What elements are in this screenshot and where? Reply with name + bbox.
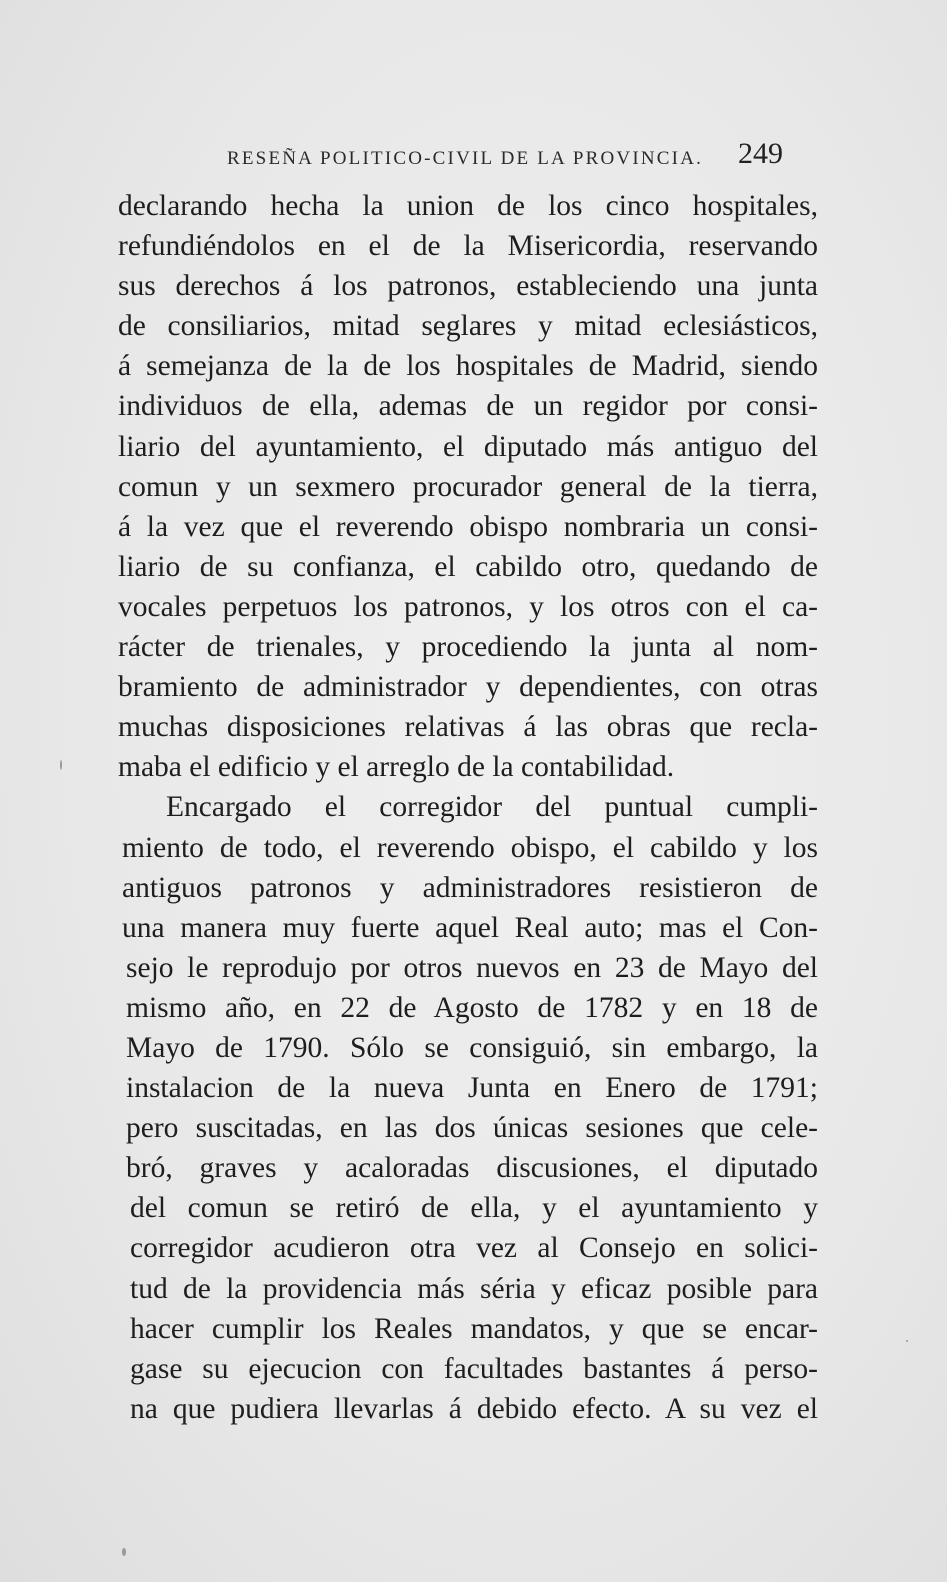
text-line: una manera muy fuerte aquel Real auto; mas el Con- (122, 911, 818, 944)
text-line: gase su ejecucion con facultades bastantes á perso- (130, 1352, 818, 1385)
paragraph-first-line: Encargado el corregidor del puntual cumpli- (166, 791, 818, 824)
text-line: rácter de trienales, y procediendo la junta al nom- (118, 631, 818, 664)
text-line: de consiliarios, mitad seglares y mitad eclesiásticos, (118, 310, 818, 343)
text-line: sus derechos á los patronos, estableciendo una junta (118, 270, 818, 303)
text-line: comun y un sexmero procurador general de la tierra, (118, 470, 818, 503)
text-line: muchas disposiciones relativas á las obras que recla- (118, 711, 818, 744)
text-line: miento de todo, el reverendo obispo, el cabildo y los (122, 831, 818, 864)
text-line: liario de su confianza, el cabildo otro, quedando de (118, 550, 818, 583)
text-line: tud de la providencia más séria y eficaz posible para (130, 1272, 818, 1305)
paper-speck (60, 760, 62, 770)
text-line: corregidor acudieron otra vez al Consejo en solici- (130, 1232, 818, 1265)
text-line: instalacion de la nueva Junta en Enero de 1791; (126, 1072, 818, 1105)
text-line: antiguos patronos y administradores resistieron de (122, 871, 818, 904)
text-line: á semejanza de la de los hospitales de Madrid, siendo (118, 350, 818, 383)
text-line: bró, graves y acaloradas discusiones, el diputado (126, 1152, 818, 1185)
text-line: á la vez que el reverendo obispo nombraria un consi- (118, 510, 818, 543)
text-line: hacer cumplir los Reales mandatos, y que se encar- (130, 1312, 818, 1345)
text-line: sejo le reprodujo por otros nuevos en 23 de Mayo del (126, 951, 818, 984)
text-line: maba el edificio y el arreglo de la contabilidad. (118, 751, 675, 784)
text-line: del comun se retiró de ella, y el ayuntamiento y (130, 1192, 818, 1225)
text-line: bramiento de administrador y dependientes, con otras (118, 671, 818, 704)
body-text (118, 186, 818, 1429)
paper-speck (122, 1548, 126, 1556)
text-line: mismo año, en 22 de Agosto de 1782 y en 18 de (126, 991, 818, 1024)
running-head: RESEÑA POLITICO-CIVIL DE LA PROVINCIA. (227, 148, 704, 169)
text-line: liario del ayuntamiento, el diputado más antiguo del (118, 430, 818, 463)
text-line: na que pudiera llevarlas á debido efecto. A su vez el (130, 1392, 818, 1425)
text-line: vocales perpetuos los patronos, y los otros con el ca- (118, 590, 818, 623)
paper-speck (906, 1340, 908, 1342)
text-line: pero suscitadas, en las dos únicas sesiones que cele- (126, 1112, 818, 1145)
text-line: Mayo de 1790. Sólo se consiguió, sin embargo, la (126, 1031, 818, 1064)
page-number: 249 (738, 137, 783, 170)
text-line: refundiéndolos en el de la Misericordia, reservando (118, 230, 818, 263)
text-line: individuos de ella, ademas de un regidor por consi- (118, 390, 818, 423)
text-line: declarando hecha la union de los cinco hospitales, (118, 190, 818, 222)
